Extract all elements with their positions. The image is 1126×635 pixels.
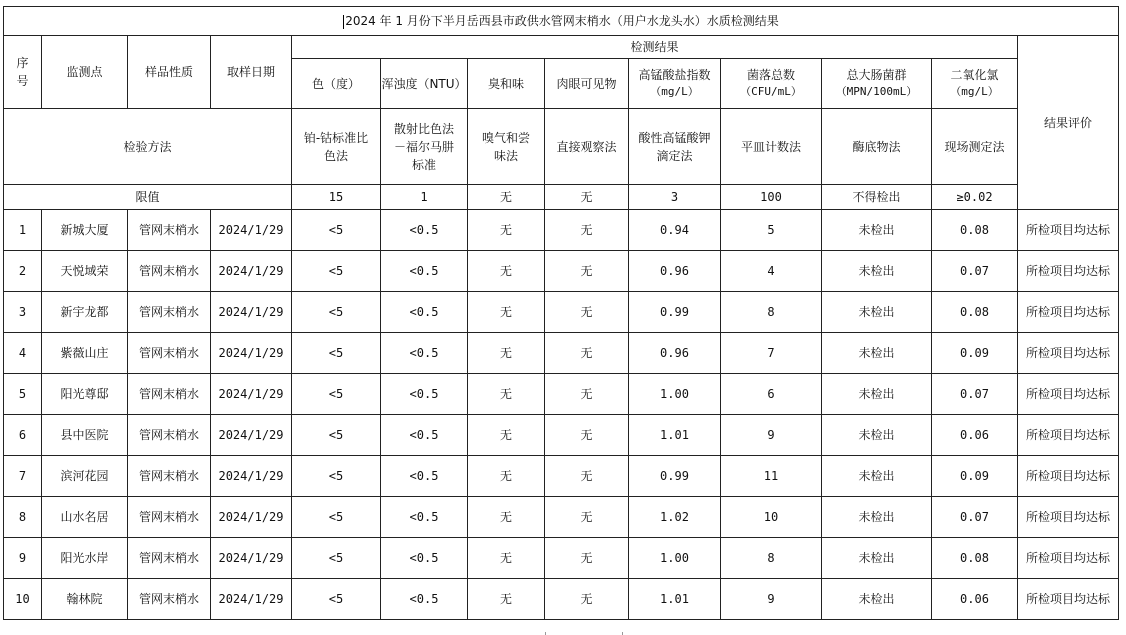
cell-colony: 8 [721, 292, 822, 333]
cell-date: 2024/1/29 [211, 251, 292, 292]
cell-coliform: 未检出 [822, 538, 932, 579]
cell-visible: 无 [545, 579, 629, 620]
cell-turbidity: <0.5 [381, 210, 468, 251]
table-row [4, 415, 1119, 456]
cell-visible: 无 [545, 415, 629, 456]
table-row [4, 210, 1119, 251]
table-row [4, 374, 1119, 415]
table-row [4, 579, 1119, 620]
cell-result: 所检项目均达标 [1018, 538, 1119, 579]
header-site: 监测点 [42, 36, 128, 109]
cell-date: 2024/1/29 [211, 374, 292, 415]
cell-sample-type: 管网末梢水 [128, 456, 211, 497]
param-name: 菌落总数 [746, 68, 795, 83]
method-line: 铂-钴标准比 [303, 130, 369, 145]
cell-date: 2024/1/29 [211, 456, 292, 497]
param-limit: 无 [468, 185, 545, 210]
table-row [4, 333, 1119, 374]
cell-sample-type: 管网末梢水 [128, 251, 211, 292]
param-header [545, 59, 629, 109]
method-line: 标准 [411, 157, 436, 172]
cell-coliform: 未检出 [822, 251, 932, 292]
cell-date: 2024/1/29 [211, 333, 292, 374]
cell-color: <5 [292, 374, 381, 415]
cell-no: 6 [4, 415, 42, 456]
param-method [468, 109, 545, 185]
cell-cod: 1.01 [629, 579, 721, 620]
cell-odor: 无 [468, 538, 545, 579]
cell-odor: 无 [468, 292, 545, 333]
param-header [468, 59, 545, 109]
cell-no: 2 [4, 251, 42, 292]
cell-coliform: 未检出 [822, 333, 932, 374]
param-method [932, 109, 1018, 185]
param-unit: （mg/L） [950, 85, 999, 99]
cell-sample-type: 管网末梢水 [128, 497, 211, 538]
cell-date: 2024/1/29 [211, 579, 292, 620]
cell-color: <5 [292, 538, 381, 579]
cell-cod: 1.00 [629, 374, 721, 415]
method-line: 酶底物法 [852, 139, 901, 154]
table-row [4, 456, 1119, 497]
cell-colony: 11 [721, 456, 822, 497]
cell-sample-type: 管网末梢水 [128, 333, 211, 374]
cell-visible: 无 [545, 333, 629, 374]
cell-site: 阳光尊邸 [42, 374, 128, 415]
cell-coliform: 未检出 [822, 579, 932, 620]
param-limit: 无 [545, 185, 629, 210]
cell-clo2: 0.08 [932, 210, 1018, 251]
param-header [721, 59, 822, 109]
cell-site: 滨河花园 [42, 456, 128, 497]
cell-result: 所检项目均达标 [1018, 497, 1119, 538]
cell-no: 7 [4, 456, 42, 497]
cell-cod: 0.96 [629, 333, 721, 374]
title-text: 2024 年 1 月份下半月岳西县市政供水管网末梢水（用户水龙头水）水质检测结果 [345, 14, 779, 28]
cell-turbidity: <0.5 [381, 579, 468, 620]
cell-turbidity: <0.5 [381, 251, 468, 292]
cell-cod: 1.00 [629, 538, 721, 579]
cell-no: 8 [4, 497, 42, 538]
cell-visible: 无 [545, 538, 629, 579]
method-line: 酸性高锰酸钾 [638, 130, 711, 145]
cell-clo2: 0.09 [932, 333, 1018, 374]
cell-color: <5 [292, 210, 381, 251]
cell-colony: 4 [721, 251, 822, 292]
param-limit: 100 [721, 185, 822, 210]
cell-no: 9 [4, 538, 42, 579]
cell-odor: 无 [468, 374, 545, 415]
param-unit: （MPN/100mL） [835, 85, 918, 99]
cell-sample-type: 管网末梢水 [128, 374, 211, 415]
cell-site: 山水名居 [42, 497, 128, 538]
param-unit: （CFU/mL） [740, 85, 802, 99]
cell-site: 紫薇山庄 [42, 333, 128, 374]
cell-no: 1 [4, 210, 42, 251]
cell-color: <5 [292, 292, 381, 333]
cell-color: <5 [292, 456, 381, 497]
method-line: －福尔马肼 [393, 139, 454, 154]
param-unit: （mg/L） [650, 85, 699, 99]
cell-clo2: 0.07 [932, 374, 1018, 415]
param-method [292, 109, 381, 185]
cell-sample-type: 管网末梢水 [128, 415, 211, 456]
cell-sample-type: 管网末梢水 [128, 579, 211, 620]
table-row [4, 251, 1119, 292]
cell-cod: 0.99 [629, 292, 721, 333]
cell-clo2: 0.09 [932, 456, 1018, 497]
cell-turbidity: <0.5 [381, 497, 468, 538]
param-method [381, 109, 468, 185]
method-line: 平皿计数法 [740, 139, 801, 154]
table-row [4, 497, 1119, 538]
method-line: 味法 [493, 148, 518, 163]
cell-date: 2024/1/29 [211, 210, 292, 251]
param-name: 色（度） [311, 76, 360, 91]
cell-result: 所检项目均达标 [1018, 251, 1119, 292]
cell-color: <5 [292, 251, 381, 292]
header-date: 取样日期 [211, 36, 292, 109]
cell-site: 翰林院 [42, 579, 128, 620]
method-line: 现场测定法 [944, 139, 1005, 154]
cell-no: 5 [4, 374, 42, 415]
cell-visible: 无 [545, 374, 629, 415]
cell-visible: 无 [545, 210, 629, 251]
cell-result: 所检项目均达标 [1018, 579, 1119, 620]
cell-coliform: 未检出 [822, 415, 932, 456]
method-line: 散射比色法 [393, 121, 454, 136]
method-line: 色法 [323, 148, 348, 163]
cell-colony: 5 [721, 210, 822, 251]
cell-coliform: 未检出 [822, 456, 932, 497]
param-limit: 3 [629, 185, 721, 210]
param-name: 高锰酸盐指数 [638, 68, 711, 83]
cell-color: <5 [292, 333, 381, 374]
cell-result: 所检项目均达标 [1018, 415, 1119, 456]
method-line: 嗅气和尝 [481, 130, 530, 145]
table-row [4, 538, 1119, 579]
param-limit: 15 [292, 185, 381, 210]
cell-site: 新宇龙都 [42, 292, 128, 333]
cell-date: 2024/1/29 [211, 292, 292, 333]
cell-sample-type: 管网末梢水 [128, 210, 211, 251]
cell-result: 所检项目均达标 [1018, 333, 1119, 374]
cell-cod: 1.01 [629, 415, 721, 456]
param-limit: 不得检出 [822, 185, 932, 210]
cell-odor: 无 [468, 210, 545, 251]
cell-colony: 9 [721, 415, 822, 456]
cell-odor: 无 [468, 497, 545, 538]
cell-colony: 7 [721, 333, 822, 374]
param-method [629, 109, 721, 185]
cell-site: 新城大厦 [42, 210, 128, 251]
cell-clo2: 0.06 [932, 579, 1018, 620]
cell-clo2: 0.08 [932, 292, 1018, 333]
limit-label: 限值 [4, 185, 292, 210]
cell-colony: 8 [721, 538, 822, 579]
cell-colony: 6 [721, 374, 822, 415]
cell-odor: 无 [468, 333, 545, 374]
header-sample-type: 样品性质 [128, 36, 211, 109]
cell-result: 所检项目均达标 [1018, 456, 1119, 497]
cell-site: 阳光水岸 [42, 538, 128, 579]
cell-coliform: 未检出 [822, 374, 932, 415]
cell-date: 2024/1/29 [211, 497, 292, 538]
param-header [629, 59, 721, 109]
method-line: 滴定法 [656, 148, 693, 163]
param-header [822, 59, 932, 109]
cell-color: <5 [292, 579, 381, 620]
cell-turbidity: <0.5 [381, 374, 468, 415]
cell-visible: 无 [545, 497, 629, 538]
header-conclusion: 结果评价 [1018, 36, 1119, 210]
cell-sample-type: 管网末梢水 [128, 292, 211, 333]
cell-date: 2024/1/29 [211, 538, 292, 579]
method-label: 检验方法 [4, 109, 292, 185]
water-quality-table [3, 6, 1119, 620]
cell-turbidity: <0.5 [381, 333, 468, 374]
cell-odor: 无 [468, 579, 545, 620]
cell-cod: 0.96 [629, 251, 721, 292]
cell-odor: 无 [468, 456, 545, 497]
param-name: 总大肠菌群 [846, 68, 907, 83]
param-limit: 1 [381, 185, 468, 210]
cell-date: 2024/1/29 [211, 415, 292, 456]
param-header [932, 59, 1018, 109]
param-method [721, 109, 822, 185]
cell-turbidity: <0.5 [381, 292, 468, 333]
cell-turbidity: <0.5 [381, 456, 468, 497]
cell-coliform: 未检出 [822, 292, 932, 333]
cell-turbidity: <0.5 [381, 415, 468, 456]
cell-sample-type: 管网末梢水 [128, 538, 211, 579]
cell-site: 县中医院 [42, 415, 128, 456]
cell-colony: 9 [721, 579, 822, 620]
cell-no: 3 [4, 292, 42, 333]
header-results-group: 检测结果 [292, 36, 1018, 59]
table-row [4, 292, 1119, 333]
param-name: 肉眼可见物 [556, 76, 617, 91]
cell-odor: 无 [468, 415, 545, 456]
param-name: 浑浊度（NTU） [381, 76, 467, 91]
cell-turbidity: <0.5 [381, 538, 468, 579]
method-line: 直接观察法 [556, 139, 617, 154]
cell-result: 所检项目均达标 [1018, 374, 1119, 415]
cell-no: 4 [4, 333, 42, 374]
param-name: 臭和味 [487, 76, 524, 91]
cell-clo2: 0.08 [932, 538, 1018, 579]
cell-result: 所检项目均达标 [1018, 210, 1119, 251]
cell-visible: 无 [545, 292, 629, 333]
cell-colony: 10 [721, 497, 822, 538]
cell-cod: 0.99 [629, 456, 721, 497]
cell-odor: 无 [468, 251, 545, 292]
param-name: 二氧化氯 [950, 68, 999, 83]
param-limit: ≥0.02 [932, 185, 1018, 210]
cell-visible: 无 [545, 456, 629, 497]
param-method [545, 109, 629, 185]
cell-coliform: 未检出 [822, 497, 932, 538]
param-header [381, 59, 468, 109]
cell-clo2: 0.07 [932, 497, 1018, 538]
cell-coliform: 未检出 [822, 210, 932, 251]
param-method [822, 109, 932, 185]
cell-site: 天悦域荣 [42, 251, 128, 292]
cell-no: 10 [4, 579, 42, 620]
cell-clo2: 0.06 [932, 415, 1018, 456]
table-title[interactable] [4, 7, 1119, 36]
cell-visible: 无 [545, 251, 629, 292]
cell-color: <5 [292, 415, 381, 456]
cell-clo2: 0.07 [932, 251, 1018, 292]
cell-color: <5 [292, 497, 381, 538]
cell-result: 所检项目均达标 [1018, 292, 1119, 333]
param-header [292, 59, 381, 109]
cell-cod: 0.94 [629, 210, 721, 251]
cell-cod: 1.02 [629, 497, 721, 538]
header-seq: 序 号 [4, 36, 42, 109]
